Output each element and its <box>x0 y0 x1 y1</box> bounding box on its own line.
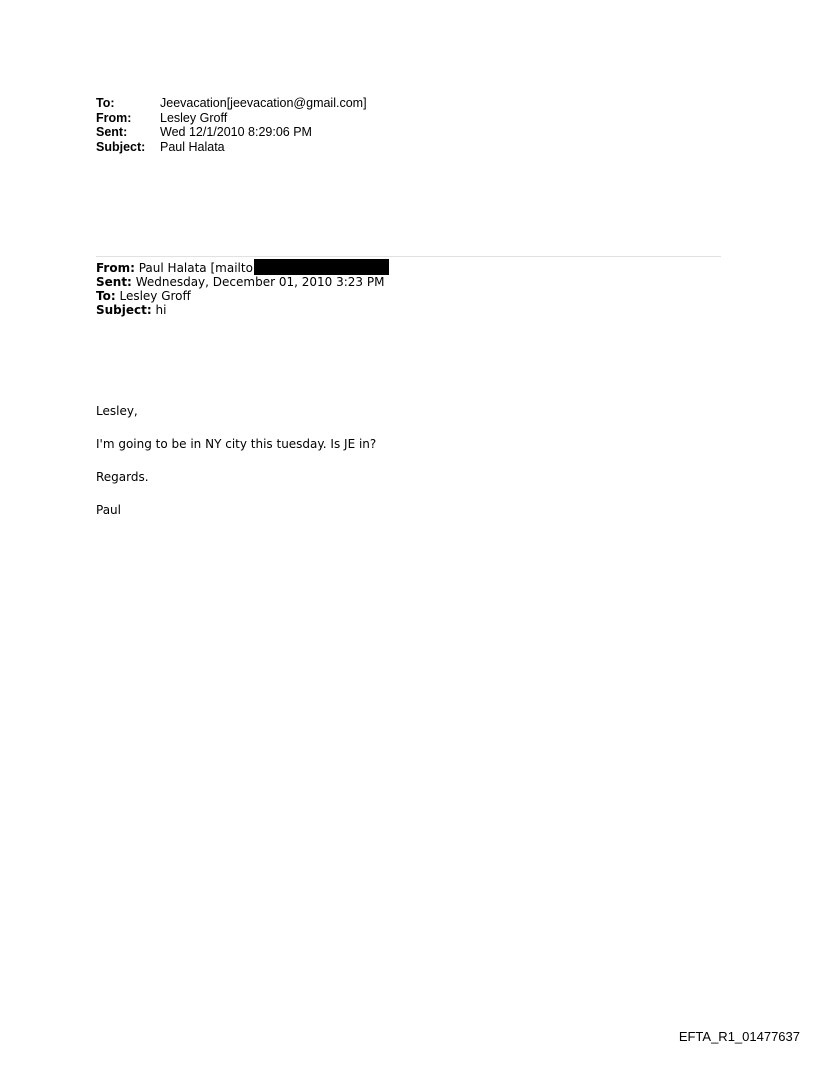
header-subject-value: Paul Halata <box>160 139 225 154</box>
header-to-row <box>96 96 367 111</box>
forwarded-sent-label: Sent: <box>96 275 132 289</box>
header-sent-label: Sent: <box>96 125 128 139</box>
forwarded-sent-row <box>96 275 389 289</box>
header-sent-row <box>96 125 367 140</box>
forwarded-from-value: Paul Halata [mailto <box>138 261 253 275</box>
forwarded-from-label: From: <box>96 261 135 275</box>
header-sent-value: Wed 12/1/2010 8:29:06 PM <box>160 125 312 139</box>
header-from-label: From: <box>96 110 132 125</box>
forwarded-subject-row <box>96 303 389 317</box>
forwarded-header <box>96 259 389 317</box>
forwarded-from-row <box>96 259 389 275</box>
forwarded-subject-label: Subject: <box>96 303 152 317</box>
forwarded-sent-value: Wednesday, December 01, 2010 3:23 PM <box>135 275 385 289</box>
header-subject-row <box>96 140 367 155</box>
body-line: I'm going to be in NY city this tuesday. Is JE in? <box>96 437 377 451</box>
body-signature: Paul <box>96 503 121 517</box>
body-closing: Regards. <box>96 470 149 484</box>
header-from-value: Lesley Groff <box>160 110 228 125</box>
document-id: EFTA_R1_01477637 <box>678 1029 800 1044</box>
redaction-bar <box>254 259 389 275</box>
forward-divider <box>96 256 721 257</box>
header-from-row <box>96 111 367 126</box>
header-to-label: To: <box>96 96 115 110</box>
body-greeting: Lesley, <box>96 404 138 418</box>
forwarded-to-row <box>96 289 389 303</box>
message-body <box>96 404 376 536</box>
header-subject-label: Subject: <box>96 139 146 154</box>
email-header <box>96 96 367 154</box>
forwarded-to-label: To: <box>96 289 116 303</box>
header-to-value: Jeevacation[jeevacation@gmail.com] <box>160 96 367 110</box>
forwarded-to-value: Lesley Groff <box>119 289 191 303</box>
forwarded-subject-value: hi <box>155 303 167 317</box>
